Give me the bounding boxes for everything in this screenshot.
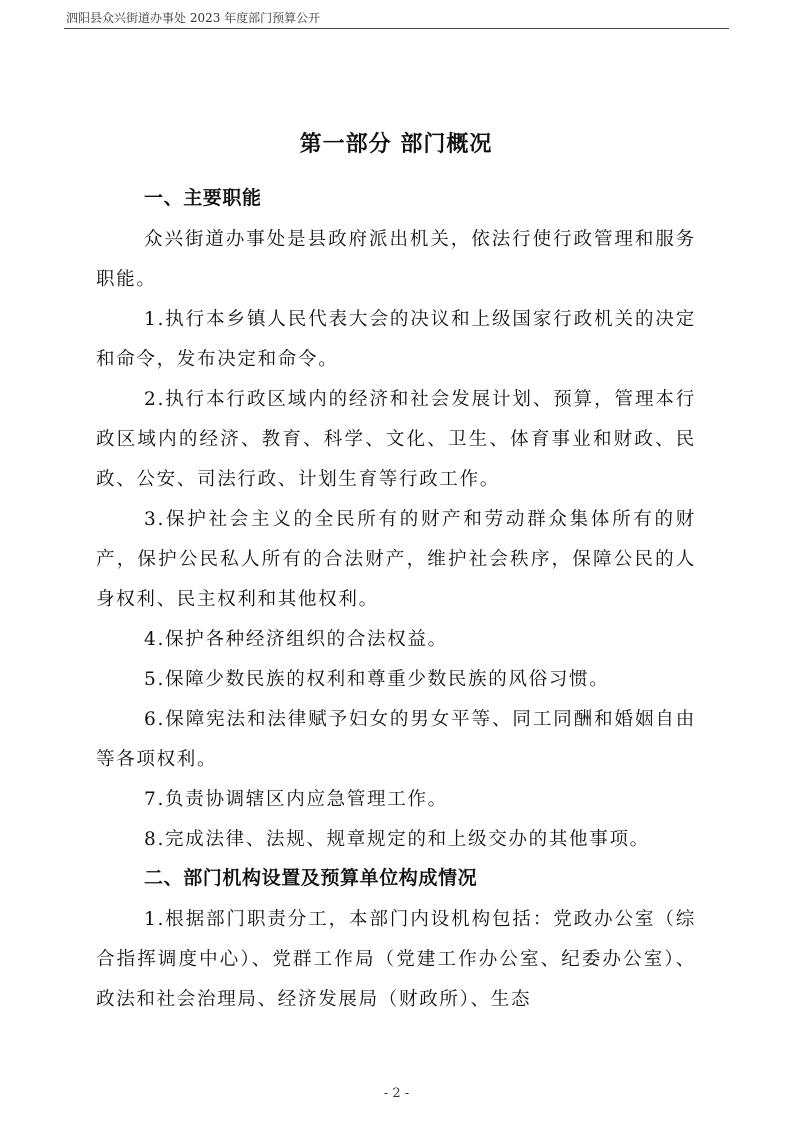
paragraph: 6.保障宪法和法律赋予妇女的男女平等、同工同酬和婚姻自由等各项权利。 [96,709,696,770]
running-header: 泗阳县众兴街道办事处 2023 年度部门预算公开 [66,11,321,25]
section-heading-organization: 二、部门机构设置及预算单位构成情况 [144,867,478,889]
paragraph: 1.根据部门职责分工，本部门内设机构包括：党政办公室（综合指挥调度中心）、党群工作局（党建工作办公室、纪委办公室）、政法和社会治理局、经济发展局（财政所）、生态 [96,909,696,1010]
page-number: - 2 - [383,1086,410,1101]
paragraph: 5.保障少数民族的权利和尊重少数民族的风俗习惯。 [144,669,610,690]
paragraph: 7.负责协调辖区内应急管理工作。 [144,789,448,810]
paragraph: 3.保护社会主义的全民所有的财产和劳动群众集体所有的财产，保护公民私人所有的合法财产，维护社会秩序，保障公民的人身权利、民主权利和其他权利。 [96,509,696,610]
paragraph: 众兴街道办事处是县政府派出机关，依法行使行政管理和服务职能。 [96,229,696,290]
paragraph: 4.保护各种经济组织的合法权益。 [144,629,448,650]
part-title: 第一部分 部门概况 [299,132,493,157]
paragraph: 8.完成法律、法规、规章规定的和上级交办的其他事项。 [144,829,650,850]
paragraph: 2.执行本行政区域内的经济和社会发展计划、预算，管理本行政区域内的经济、教育、科学、文化、卫生、体育事业和财政、民政、公安、司法行政、计划生育等行政工作。 [96,389,696,490]
document-body [96,118,696,1020]
header-rule [64,28,729,29]
paragraph: 1.执行本乡镇人民代表大会的决议和上级国家行政机关的决定和命令，发布决定和命令。 [96,309,696,370]
section-heading-main-functions: 一、主要职能 [144,187,262,209]
